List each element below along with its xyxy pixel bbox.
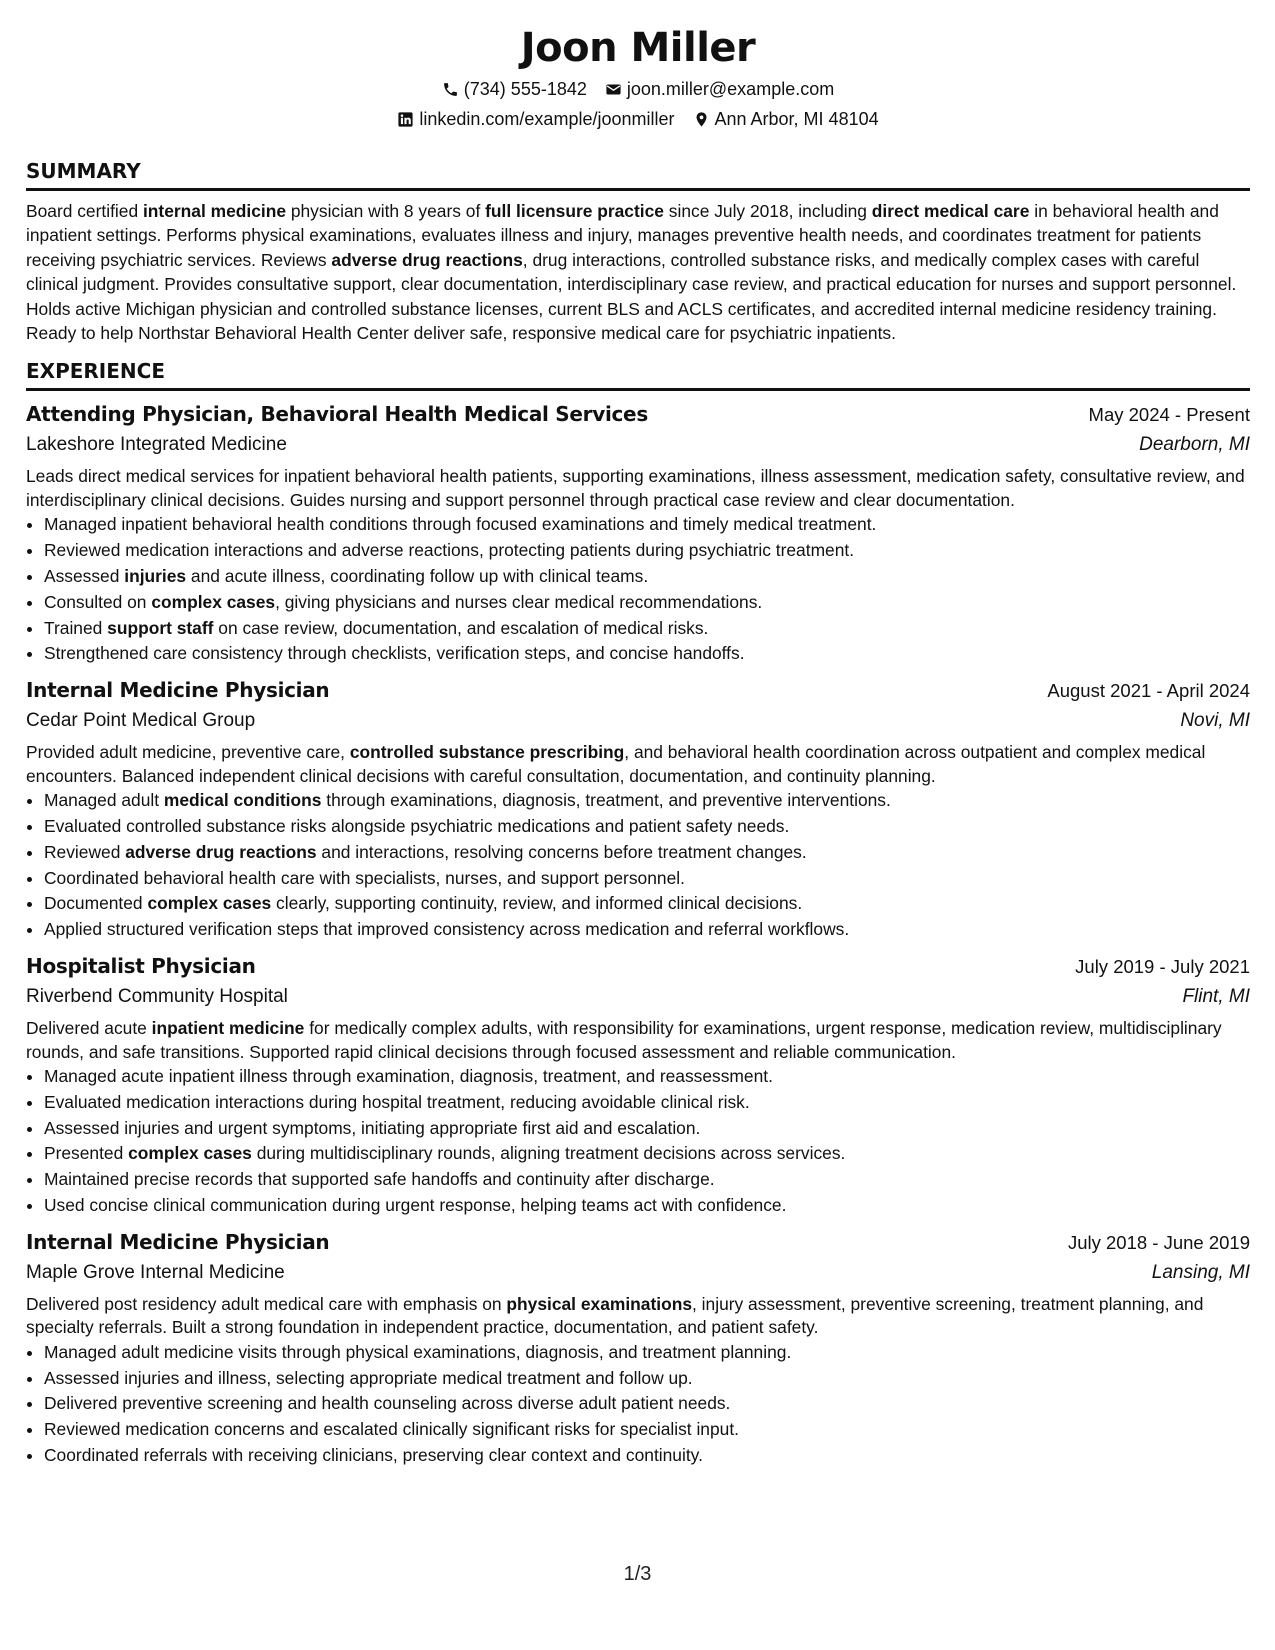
bold-keyword: complex cases [151,591,276,612]
text-run: Applied structured verification steps that improved consistency across medication and referral workflows. [44,919,850,940]
bullet-item [44,1340,1250,1366]
job-subheader [26,1258,1250,1288]
job-bullets [26,1064,1250,1219]
job-company: Riverbend Community Hospital [26,986,288,1007]
page-number: 1/3 [623,1563,652,1585]
text-run: clearly, supporting continuity, review, and informed clinical decisions. [271,893,803,914]
bullet-item [44,1417,1250,1443]
text-run: Board certified [26,201,143,221]
job-header [26,675,1250,706]
bold-keyword: adverse drug reactions [331,249,523,270]
job-dates: May 2024 - Present [1088,404,1250,426]
linkedin-text[interactable]: linkedin.com/example/joonmiller [419,109,675,129]
job-company: Cedar Point Medical Group [26,710,256,732]
bullet-item [44,512,1250,538]
text-run: Managed adult [44,790,164,811]
text-run: Trained [44,617,108,638]
job-location: Lansing, MI [1151,1261,1250,1283]
text-run: , drug interactions, controlled substance risks, and medically complex cases with careful clinical judgment. Provides consultative support, clear documentation, interdisciplinary case review, and practical education for nurses and support personnel. Holds active Michigan physician and controlled substance licenses, current BLS and ACLS certificates, and accredited internal medicine residency training. Ready to help Northstar Behavioral Health Center deliver safe, responsive medical care for psychiatric inpatients. [26,249,1237,344]
text-run: Delivered post residency adult medical care with emphasis on [26,1293,507,1314]
text-run: during multidisciplinary rounds, aligning treatment decisions across services. [251,1143,846,1164]
bold-keyword: full licensure practice [485,201,664,221]
job-header [26,951,1250,982]
job-entry [26,1227,1250,1469]
bullet-item [44,616,1250,642]
job-bullets [26,512,1250,667]
bold-keyword: injuries [124,566,187,587]
bullet-item [44,1167,1250,1193]
bullet-item [44,641,1250,667]
job-description [26,465,1250,512]
resume-page [26,0,1250,1469]
job-dates: July 2018 - June 2019 [1067,1231,1250,1253]
text-run: on case review, documentation, and escalation of medical risks. [213,617,709,638]
bold-keyword: controlled substance prescribing [349,742,625,763]
phone-contact [442,74,587,104]
text-run: Delivered preventive screening and health counseling across diverse adult patient needs. [44,1393,731,1414]
job-subheader [26,430,1250,460]
text-run: Presented [44,1143,129,1164]
job-location: Novi, MI [1180,710,1250,732]
bullet-item [44,1193,1250,1219]
text-run: Coordinated behavioral health care with specialists, nurses, and support personnel. [44,867,685,888]
job-dates: July 2019 - July 2021 [1075,956,1250,977]
summary-text [26,199,1250,345]
text-run: Used concise clinical communication during urgent response, helping teams act with confidence. [44,1194,787,1215]
experience-heading: EXPERIENCE [26,357,1250,391]
job-entry [26,951,1250,1219]
location-text: Ann Arbor, MI 48104 [714,109,879,129]
job-location: Flint, MI [1182,986,1250,1007]
job-bullets [26,788,1250,943]
bullet-item [44,564,1250,590]
bullet-item [44,1116,1250,1142]
job-description [26,741,1250,788]
job-location: Dearborn, MI [1139,434,1250,456]
text-run: Assessed injuries and urgent symptoms, initiating appropriate first aid and escalation. [44,1117,701,1138]
text-run: Evaluated medication interactions during hospital treatment, reducing avoidable clinical risk. [44,1091,750,1112]
bullet-item [44,1391,1250,1417]
text-run: Managed adult medicine visits through physical examinations, diagnosis, and treatment planning. [44,1341,792,1362]
bold-keyword: complex cases [128,1143,252,1164]
text-run: Provided adult medicine, preventive care, [26,742,350,763]
bold-keyword: medical conditions [163,790,322,811]
resume-header [26,0,1250,134]
linkedin-contact[interactable] [397,104,674,134]
contact-row-2 [26,104,1250,134]
text-run: Managed inpatient behavioral health conditions through focused examinations and timely medical treatment. [44,514,877,535]
phone-icon [442,81,459,98]
text-run: and acute illness, coordinating follow up with clinical teams. [186,566,649,587]
text-run: Leads direct medical services for inpatient behavioral health patients, supporting examinations, illness assessment, medication safety, consultative review, and interdisciplinary clinical decisions. Guides nursing and support personnel through practical case review and clear documentation. [26,466,1245,510]
job-company: Maple Grove Internal Medicine [26,1261,285,1283]
job-subheader [26,982,1250,1012]
job-company: Lakeshore Integrated Medicine [26,434,287,456]
map-pin-icon [693,111,710,128]
jobs-list [26,399,1250,1468]
text-run: Assessed [44,566,125,587]
email-contact[interactable] [605,74,834,104]
envelope-icon [605,81,622,98]
job-title: Internal Medicine Physician [26,1229,330,1254]
bullet-item [44,840,1250,866]
text-run: and interactions, resolving concerns before treatment changes. [316,841,807,862]
text-run: Reviewed medication concerns and escalated clinically significant risks for specialist input. [44,1419,739,1440]
job-description [26,1017,1250,1064]
bullet-item [44,590,1250,616]
summary-section [26,157,1250,345]
job-title: Internal Medicine Physician [26,678,330,703]
job-subheader [26,706,1250,736]
phone-text: (734) 555-1842 [463,79,587,99]
bullet-item [44,1090,1250,1116]
text-run: Reviewed medication interactions and adverse reactions, protecting patients during psychiatric treatment. [44,540,855,561]
bullet-item [44,1141,1250,1167]
bullet-item [44,1064,1250,1090]
text-run: Evaluated controlled substance risks alongside psychiatric medications and patient safety needs. [44,816,790,837]
bold-keyword: physical examinations [506,1293,692,1314]
bullet-item [44,1443,1250,1469]
text-run: for medically complex adults, with responsibility for examinations, urgent response, medication review, multidisciplinary rounds, and safe transitions. Supported rapid clinical decisions through focused assessment and reliable communication. [26,1018,1222,1062]
bullet-item [44,788,1250,814]
bullet-item [44,1366,1250,1392]
text-run: , and behavioral health coordination across outpatient and complex medical encounters. Balanced independent clinical decisions with careful consultation, documentation, and continuity planning. [26,742,1206,786]
text-run: , giving physicians and nurses clear medical recommendations. [275,591,763,612]
job-title: Hospitalist Physician [26,954,256,978]
location-contact [693,104,879,134]
text-run: through examinations, diagnosis, treatment, and preventive interventions. [321,790,891,811]
text-run: Maintained precise records that supported safe handoffs and continuity after discharge. [44,1169,715,1190]
bold-keyword: support staff [107,617,214,638]
experience-section [26,357,1250,1468]
text-run: Consulted on [44,591,152,612]
bullet-item [44,866,1250,892]
job-bullets [26,1340,1250,1469]
text-run: Managed acute inpatient illness through examination, diagnosis, treatment, and reassessment. [44,1066,773,1086]
bullet-item [44,538,1250,564]
text-run: in behavioral health and inpatient settings. Performs physical examinations, evaluates illness and injury, manages preventive health needs, and coordinates treatment for patients receiving psychiatric services. Reviews [26,201,1219,270]
job-entry [26,399,1250,667]
bold-keyword: adverse drug reactions [125,841,317,862]
text-run: Coordinated referrals with receiving clinicians, preserving clear context and continuity. [44,1444,703,1465]
text-run: Strengthened care consistency through checklists, verification steps, and concise handoffs. [44,643,745,664]
bold-keyword: internal medicine [142,201,286,221]
job-title: Attending Physician, Behavioral Health Medical Services [26,402,648,427]
linkedin-icon [397,111,414,128]
job-entry [26,675,1250,943]
text-run: since July 2018, including [663,201,872,221]
bullet-item [44,917,1250,943]
bullet-item [44,814,1250,840]
text-run: Documented [44,893,148,914]
job-description [26,1293,1250,1340]
bold-keyword: direct medical care [871,201,1030,221]
job-dates: August 2021 - April 2024 [1047,680,1250,702]
text-run: physician with 8 years of [286,201,486,221]
text-run: Assessed injuries and illness, selecting appropriate medical treatment and follow up. [44,1367,693,1388]
text-run: , injury assessment, preventive screening, treatment planning, and specialty referrals. Built a strong foundation in independent practice, documentation, and patient safety. [26,1293,1204,1338]
summary-heading: SUMMARY [26,157,1250,191]
bold-keyword: complex cases [147,893,272,914]
bullet-item [44,891,1250,917]
job-header [26,1227,1250,1258]
bold-keyword: inpatient medicine [151,1018,305,1038]
text-run: Delivered acute [26,1018,152,1038]
text-run: Reviewed [44,841,126,862]
email-text[interactable]: joon.miller@example.com [626,79,835,99]
job-header [26,399,1250,430]
contact-row-1 [26,74,1250,104]
candidate-name: Joon Miller [520,25,756,71]
